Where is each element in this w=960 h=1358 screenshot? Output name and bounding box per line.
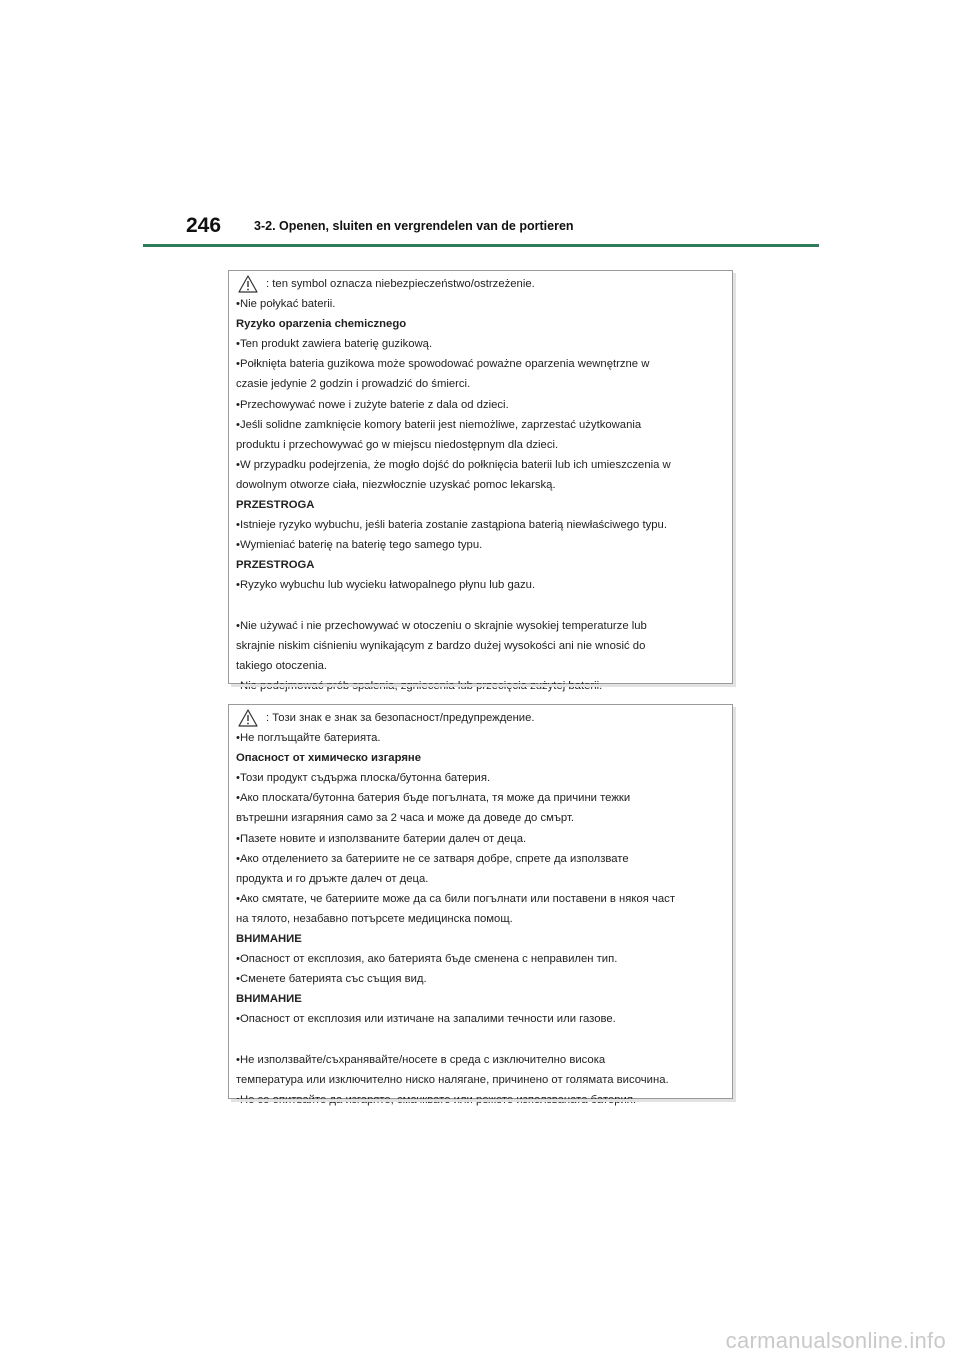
warning-line: •Не използвайте/съхранявайте/носете в среда с изключително висока bbox=[236, 1053, 606, 1066]
warning-line: •Опасност от експлозия, ако батерията бъде сменена с неправилен тип. bbox=[236, 953, 618, 966]
page-number: 246 bbox=[186, 214, 222, 237]
warning-line: вътрешни изгаряния само за 2 часа и може да доведе до смърт. bbox=[236, 812, 575, 825]
warning-line: •Този продукт съдържа плоска/бутонна батерия. bbox=[236, 772, 491, 785]
box-shadow bbox=[231, 1099, 736, 1102]
warning-box-bulgarian bbox=[228, 704, 733, 1099]
spacer bbox=[236, 596, 726, 616]
warning-line: на тялото, незабавно потърсете медицинска помощ. bbox=[236, 912, 513, 925]
warning-line: продукта и го дръжте далеч от деца. bbox=[236, 872, 429, 885]
header-divider bbox=[143, 244, 819, 247]
warning-line: •Ако отделението за батериите не се затваря добре, спрете да използвате bbox=[236, 852, 629, 865]
warning-symbol-note bbox=[236, 708, 726, 728]
box-shadow bbox=[733, 273, 736, 687]
warning-line: •Jeśli solidne zamknięcie komory baterii jest niemożliwe, zaprzestać użytkowania bbox=[236, 418, 642, 431]
box-shadow bbox=[733, 707, 736, 1102]
warning-line: температура или изключително ниско налягане, причинено от голямата височина. bbox=[236, 1073, 669, 1086]
warning-line: •Nie połykać baterii. bbox=[236, 298, 336, 311]
warning-line: •Przechowywać nowe i zużyte baterie z dala od dzieci. bbox=[236, 398, 509, 411]
section-title: 3-2. Openen, sluiten en vergrendelen van de portieren bbox=[254, 219, 574, 233]
warning-lines bbox=[236, 728, 726, 1110]
warning-line: czasie jedynie 2 godzin i prowadzić do śmierci. bbox=[236, 378, 471, 391]
warning-line: dowolnym otworze ciała, niezwłocznie uzyskać pomoc lekarską. bbox=[236, 478, 556, 491]
warning-heading: ВНИМАНИЕ bbox=[236, 993, 302, 1006]
warning-heading: ВНИМАНИЕ bbox=[236, 933, 302, 946]
warning-symbol-note bbox=[236, 274, 726, 294]
warning-line: •Wymieniać baterię na baterię tego samego typu. bbox=[236, 539, 483, 552]
warning-heading: Ryzyko oparzenia chemicznego bbox=[236, 318, 407, 331]
warning-line: •Istnieje ryzyko wybuchu, jeśli bateria zostanie zastąpiona baterią niewłaściwego typu. bbox=[236, 519, 667, 532]
symbol-note-text: : ten symbol oznacza niebezpieczeństwo/ostrzeżenie. bbox=[266, 278, 535, 290]
warning-line: •Ten produkt zawiera baterię guzikową. bbox=[236, 338, 433, 351]
warning-line: •Ryzyko wybuchu lub wycieku łatwopalnego płynu lub gazu. bbox=[236, 579, 536, 592]
warning-line: •Nie używać i nie przechowywać w otoczeniu o skrajnie wysokiej temperaturze lub bbox=[236, 619, 647, 632]
warning-heading: PRZESTROGA bbox=[236, 499, 315, 512]
symbol-note-text: : Този знак е знак за безопасност/предупреждение. bbox=[266, 712, 535, 724]
warning-line: •Ако плоската/бутонна батерия бъде погълната, тя може да причини тежки bbox=[236, 792, 631, 805]
warning-line: produktu i przechowywać go w miejscu niedostępnym dla dzieci. bbox=[236, 438, 559, 451]
warning-box-polish bbox=[228, 270, 733, 684]
box-shadow bbox=[231, 684, 736, 687]
warning-line: •Połknięta bateria guzikowa może spowodować poważne oparzenia wewnętrzne w bbox=[236, 358, 650, 371]
warning-triangle-icon bbox=[238, 275, 258, 293]
warning-line: takiego otoczenia. bbox=[236, 659, 328, 672]
spacer bbox=[236, 1030, 726, 1050]
warning-line: skrajnie niskim ciśnieniu wynikającym z bardzo dużej wysokości ani nie wnosić do bbox=[236, 639, 646, 652]
warning-heading: Опасност от химическо изгаряне bbox=[236, 752, 422, 765]
warning-line: •Пазете новите и използваните батерии далеч от деца. bbox=[236, 832, 527, 845]
warning-lines bbox=[236, 294, 726, 696]
warning-triangle-icon bbox=[238, 709, 258, 727]
warning-line: •Не поглъщайте батерията. bbox=[236, 732, 381, 745]
warning-line: •W przypadku podejrzenia, że mogło dojść do połknięcia baterii lub ich umieszczenia w bbox=[236, 458, 671, 471]
warning-line: •Опасност от експлозия или изтичане на запалими течности или газове. bbox=[236, 1013, 616, 1026]
warning-line: •Ако смятате, че батериите може да са били погълнати или поставени в някоя част bbox=[236, 892, 676, 905]
warning-line: •Сменете батерията със същия вид. bbox=[236, 973, 427, 986]
warning-heading: PRZESTROGA bbox=[236, 559, 315, 572]
site-watermark: carmanualsonline.info bbox=[725, 1328, 946, 1353]
